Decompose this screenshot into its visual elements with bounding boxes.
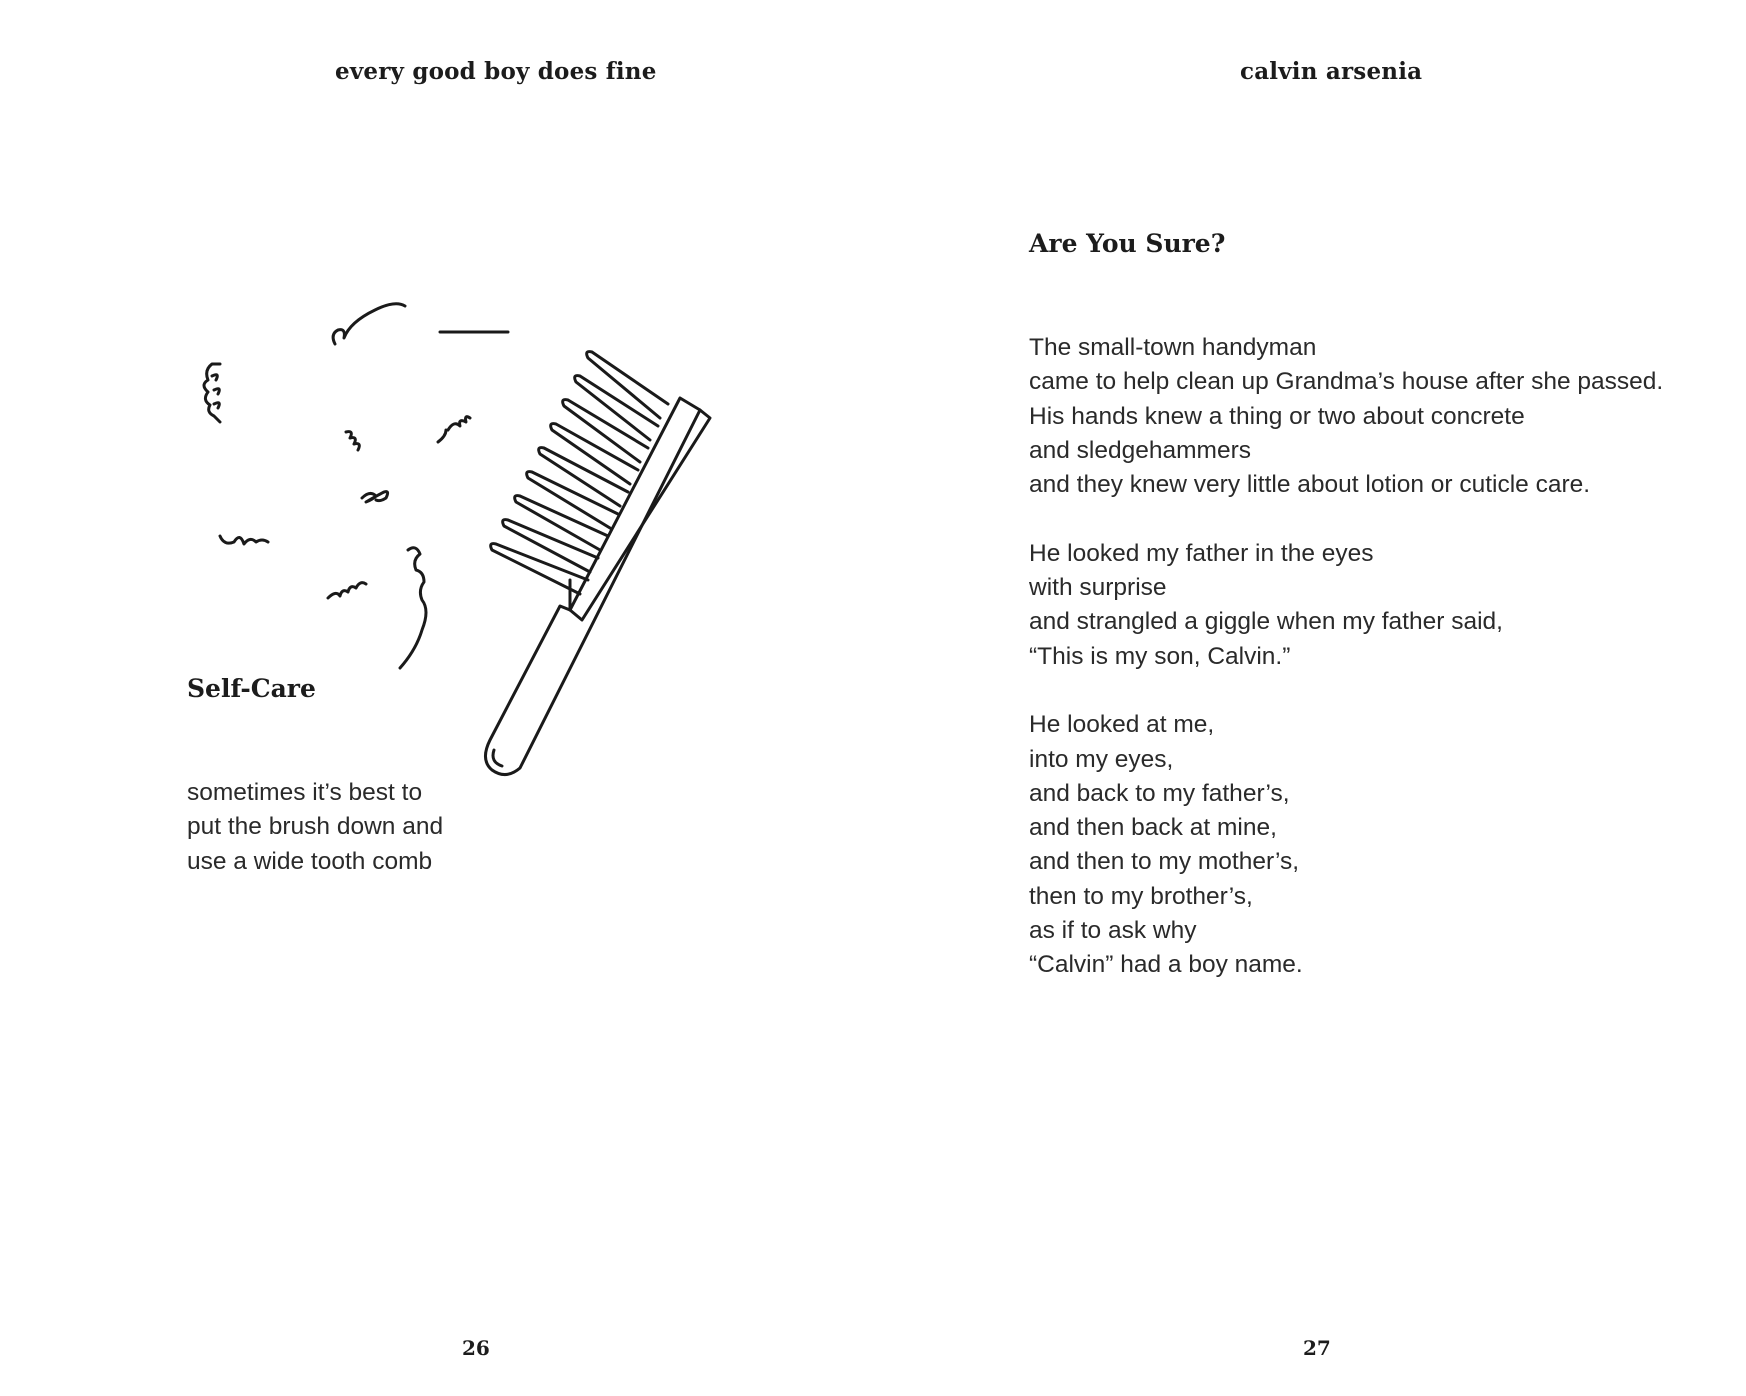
poem-line: and they knew very little about lotion or cuticle care. bbox=[1029, 471, 1591, 499]
poem-body-self-care bbox=[187, 776, 443, 879]
poem-body-are-you-sure bbox=[1029, 331, 1663, 983]
poem-line: sometimes it’s best to bbox=[187, 779, 423, 806]
running-head-author: calvin arsenia bbox=[1240, 58, 1423, 85]
poem-line: He looked my father in the eyes bbox=[1029, 539, 1374, 567]
poem-line: with surprise bbox=[1029, 574, 1167, 602]
running-head-book-title: every good boy does fine bbox=[335, 58, 657, 85]
poem-title-are-you-sure: Are You Sure? bbox=[1029, 229, 1226, 258]
poem-line: as if to ask why bbox=[1029, 917, 1197, 945]
stanza-break bbox=[1029, 502, 1663, 536]
poem-line: “Calvin” had a boy name. bbox=[1029, 951, 1303, 979]
poem-line: “This is my son, Calvin.” bbox=[1029, 642, 1291, 670]
page-number-left: 26 bbox=[462, 1336, 490, 1360]
poem-line: came to help clean up Grandma’s house after she passed. bbox=[1029, 368, 1664, 396]
poem-line: and strangled a giggle when my father said, bbox=[1029, 608, 1503, 636]
poem-line: The small-town handyman bbox=[1029, 334, 1317, 361]
right-page bbox=[873, 0, 1746, 1396]
poem-line: and back to my father’s, bbox=[1029, 779, 1290, 807]
hair-strands-icon bbox=[204, 304, 508, 668]
poem-line: His hands knew a thing or two about concrete bbox=[1029, 402, 1525, 430]
stanza-break bbox=[1029, 674, 1663, 708]
poem-line: then to my brother’s, bbox=[1029, 882, 1253, 910]
comb-icon bbox=[485, 352, 710, 775]
poem-title-self-care: Self-Care bbox=[187, 674, 316, 703]
poem-line: use a wide tooth comb bbox=[187, 847, 433, 875]
poem-line: and then back at mine, bbox=[1029, 814, 1277, 842]
page-number-right: 27 bbox=[1303, 1336, 1331, 1360]
poem-line: and sledgehammers bbox=[1029, 436, 1251, 464]
poem-line: into my eyes, bbox=[1029, 745, 1174, 773]
poem-line: and then to my mother’s, bbox=[1029, 848, 1300, 876]
poem-line: put the brush down and bbox=[187, 813, 444, 841]
poem-line: He looked at me, bbox=[1029, 711, 1215, 739]
comb-illustration bbox=[190, 280, 810, 820]
